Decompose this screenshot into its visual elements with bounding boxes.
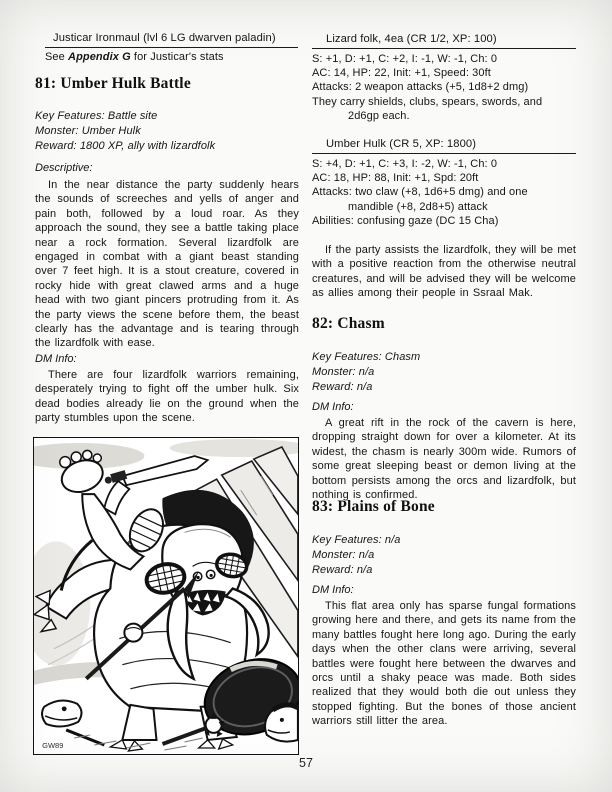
stat-line: Attacks: two claw (+8, 1d6+5 dmg) and one: [312, 186, 528, 199]
stat-line: S: +1, D: +1, C: +2, I: -1, W: -1, Ch: 0: [312, 53, 498, 65]
monster-line: Monster: n/a: [312, 366, 375, 378]
umber-hulk-statblock: [312, 138, 576, 228]
stat-line: AC: 18, HP: 88, Init: +1, Spd: 20ft: [312, 172, 479, 185]
umber-hulk-illustration-frame: [33, 437, 299, 755]
dm-info-paragraph-81: There are four lizardfolk warriors remaining, desperately trying to fight off the umber hulk. Six dead bodies already lie on the ground when the party stumbles upon the scene.: [35, 369, 299, 425]
section-81-meta: [35, 109, 299, 154]
reward-line: Reward: n/a: [312, 381, 373, 393]
monster-line: Monster: n/a: [312, 549, 375, 561]
stat-line-continuation: 2d6gp each.: [348, 109, 410, 122]
assist-lizardfolk-paragraph: If the party assists the lizardfolk, they will be met with a positive reaction from the otherwise neutral creatures, and will be advised they will be welcome as allies among their people in Ssraal Mak.: [312, 244, 576, 300]
dm-info-paragraph-83: This flat area only has sparse fungal formations growing here and there, and gets its name from the many battles fought here long ago. During the early days when the other clans were arriving, several battles were fought here between the dwarves and orcs until a shaky peace was made. Both sides realized that they would both die out unless they stopped fighting. But the bones of those ancient warriors still litter the area.: [312, 600, 576, 728]
section-81-heading: 81: Umber Hulk Battle: [35, 75, 191, 92]
umber-hulk-illustration: [34, 438, 298, 754]
key-features-line: Key Features: n/a: [312, 534, 401, 546]
umber-hulk-statblock-body: [312, 154, 576, 228]
umber-hulk-statblock-header: Umber Hulk (CR 5, XP: 1800): [312, 138, 576, 154]
reward-line: Reward: n/a: [312, 564, 373, 576]
appendix-g-reference: Appendix G: [68, 51, 131, 63]
justicar-see-appendix-line: [45, 48, 298, 63]
section-83-meta: [312, 533, 576, 578]
monster-line: Monster: Umber Hulk: [35, 125, 141, 137]
page-number: 57: [299, 756, 313, 770]
lizardfolk-statblock-body: [312, 49, 576, 123]
see-prefix: See: [45, 51, 69, 63]
dm-info-label-82: DM Info:: [312, 401, 354, 413]
dm-info-paragraph-82: A great rift in the rock of the cavern is here, dropping straight down for over a kilometer. At its widest, the chasm is nearly 300m wide. Rumors of some great sleeping beast or demon living at the bottom persists among the orcs and lizardfolk, but nothing is confirmed.: [312, 417, 576, 502]
section-83-heading: 83: Plains of Bone: [312, 498, 435, 515]
stat-line-continuation: mandible (+8, 2d8+5) attack: [348, 200, 488, 213]
stat-line: S: +4, D: +1, C: +3, I: -2, W: -1, Ch: 0: [312, 158, 498, 170]
fallen-lizardfolk: [42, 700, 104, 745]
justicar-statblock-header: Justicar Ironmaul (lvl 6 LG dwarven paladin): [45, 32, 298, 48]
stat-line: AC: 14, HP: 22, Init: +1, Speed: 30ft: [312, 67, 491, 80]
artist-signature: GW89: [42, 740, 64, 750]
dm-info-label-81: DM Info:: [35, 353, 77, 365]
justicar-statblock: [45, 32, 298, 63]
section-82-heading: 82: Chasm: [312, 315, 385, 332]
dm-info-label-83: DM Info:: [312, 584, 354, 596]
lizardfolk-statblock-header: Lizard folk, 4ea (CR 1/2, XP: 100): [312, 33, 576, 49]
key-features-line: Key Features: Chasm: [312, 351, 421, 363]
reward-line: Reward: 1800 XP, ally with lizardfolk: [35, 140, 216, 152]
descriptive-paragraph: In the near distance the party suddenly hears the sounds of screeches and yells of anger and pain both, followed by a loud roar. As they approach the sound, they see a battle taking place near a rock formation. Several lizardfolk are engaged in combat with a giant beast standing over 7 feet high. It is a stout creature, covered in rocky hide with great clawed arms and a huge head with two giant pincers protruding from it. As the party views the scene before them, the beast clearly has the advantage and is tearing through the lizardfolk with ease.: [35, 179, 299, 350]
stat-line: Attacks: 2 weapon attacks (+5, 1d8+2 dmg): [312, 81, 529, 94]
section-82-meta: [312, 350, 576, 395]
see-suffix: for Justicar's stats: [130, 51, 224, 63]
key-features-line: Key Features: Battle site: [35, 110, 158, 122]
stat-line: They carry shields, clubs, spears, swords, and: [312, 95, 543, 108]
lizardfolk-statblock: [312, 33, 576, 123]
stat-line: Abilities: confusing gaze (DC 15 Cha): [312, 214, 499, 227]
descriptive-label: Descriptive:: [35, 162, 93, 174]
